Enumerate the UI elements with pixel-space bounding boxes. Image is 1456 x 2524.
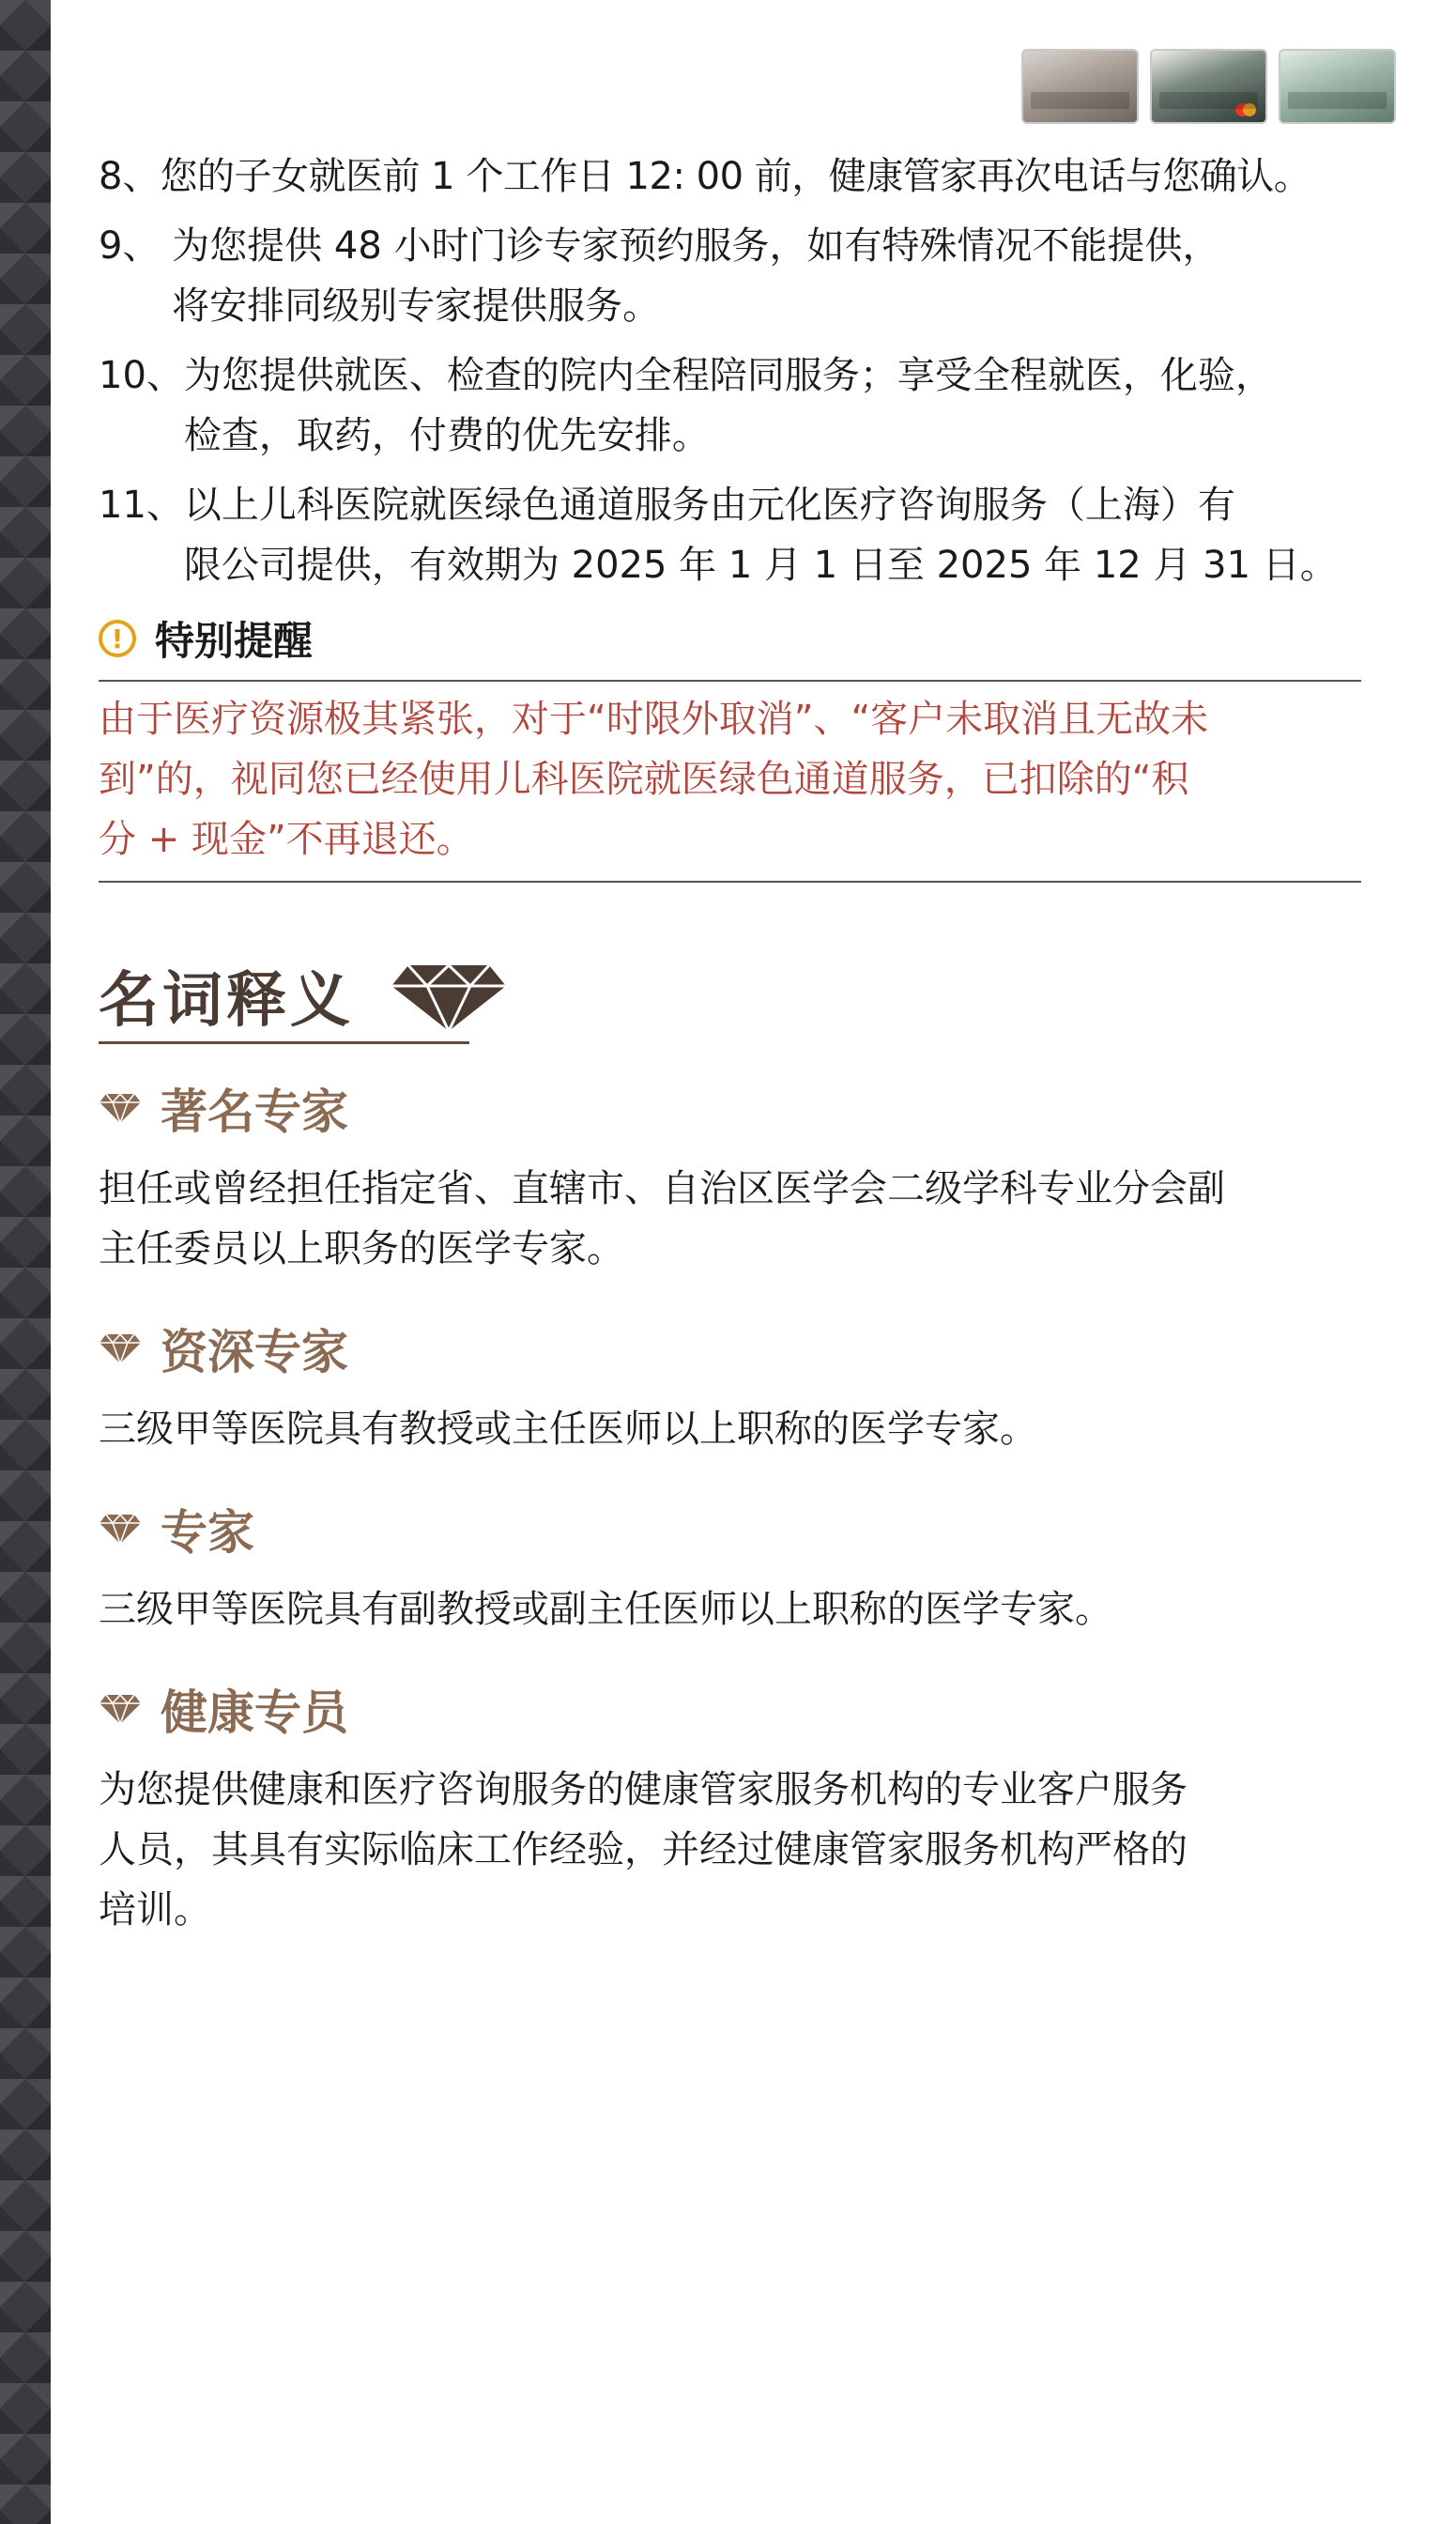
- diamond-icon: [99, 1513, 142, 1545]
- term-description: [99, 1159, 1361, 1279]
- term-line: 担任或曾经担任指定省、直辖市、自治区医学会二级学科专业分会副: [99, 1167, 1225, 1210]
- notice-line: 分 + 现金”不再退还。: [99, 818, 474, 861]
- term-description: [99, 1760, 1361, 1940]
- term-description: [99, 1399, 1361, 1459]
- glossary-title: 名词释义: [99, 966, 354, 1036]
- glossary-underline: [99, 1041, 469, 1044]
- term-header: [99, 1679, 1361, 1739]
- list-item-text: 为您提供 48 小时门诊专家预约服务，如有特殊情况不能提供，: [172, 224, 1220, 268]
- list-item-text: 您的子女就医前 1 个工作日 12: 00 前，健康管家再次电话与您确认。: [160, 155, 1311, 198]
- list-item: [99, 146, 1361, 207]
- notice-header: [99, 610, 1361, 667]
- diamond-icon: [99, 1332, 142, 1364]
- list-item-number: 9、: [99, 224, 173, 268]
- term-line: 培训。: [99, 1888, 211, 1931]
- term-header: [99, 1318, 1361, 1378]
- card-image-1: [1021, 49, 1139, 124]
- card-thumbnails: [1021, 49, 1396, 124]
- term-line: 三级甲等医院具有副教授或副主任医师以上职称的医学专家。: [99, 1588, 1112, 1631]
- diamond-icon: [390, 962, 508, 1033]
- list-item: [99, 216, 1361, 336]
- list-item-continuation: 将安排同级别专家提供服务。: [172, 285, 661, 328]
- notice-box: [99, 680, 1361, 883]
- diamond-icon: [99, 1092, 142, 1124]
- diamond-icon: [99, 1693, 142, 1725]
- term-line: 主任委员以上职务的医学专家。: [99, 1227, 624, 1270]
- term-title: 专家: [161, 1505, 254, 1560]
- notice-line: 到”的，视同您已经使用儿科医院就医绿色通道服务，已扣除的“积: [99, 758, 1189, 801]
- decorative-side-strip: [0, 0, 51, 2524]
- term-line: 为您提供健康和医疗咨询服务的健康管家服务机构的专业客户服务: [99, 1768, 1188, 1811]
- term-description: [99, 1579, 1361, 1639]
- main-content: [99, 146, 1361, 1940]
- list-item: [99, 475, 1361, 595]
- term-header: [99, 1499, 1361, 1559]
- notice-title: 特别提醒: [155, 618, 314, 664]
- list-item: [99, 346, 1361, 466]
- mastercard-logo-icon: [1235, 103, 1256, 116]
- term-title: 健康专员: [161, 1685, 348, 1740]
- term-title: 资深专家: [161, 1325, 348, 1379]
- list-item-number: 10、: [99, 354, 184, 397]
- list-item-continuation: 检查，取药，付费的优先安排。: [183, 414, 710, 457]
- list-item-number: 11、: [99, 484, 184, 527]
- warning-icon: !: [99, 620, 136, 657]
- list-item-continuation: 限公司提供，有效期为 2025 年 1 月 1 日至 2025 年 12 月 31 日。: [183, 544, 1338, 587]
- term-line: 人员，其具有实际临床工作经验，并经过健康管家服务机构严格的: [99, 1828, 1188, 1871]
- term-header: [99, 1078, 1361, 1138]
- card-image-3: [1279, 49, 1396, 124]
- notice-line: 由于医疗资源极其紧张，对于“时限外取消”、“客户未取消且无故未: [99, 698, 1209, 741]
- list-item-text: 为您提供就医、检查的院内全程陪同服务；享受全程就医，化验，: [183, 354, 1273, 397]
- card-image-2: [1150, 49, 1267, 124]
- list-item-number: 8、: [99, 155, 161, 198]
- glossary-header: [99, 954, 1361, 1039]
- term-line: 三级甲等医院具有教授或主任医师以上职称的医学专家。: [99, 1408, 1037, 1451]
- term-title: 著名专家: [161, 1085, 348, 1139]
- list-item-text: 以上儿科医院就医绿色通道服务由元化医疗咨询服务（上海）有: [183, 484, 1235, 527]
